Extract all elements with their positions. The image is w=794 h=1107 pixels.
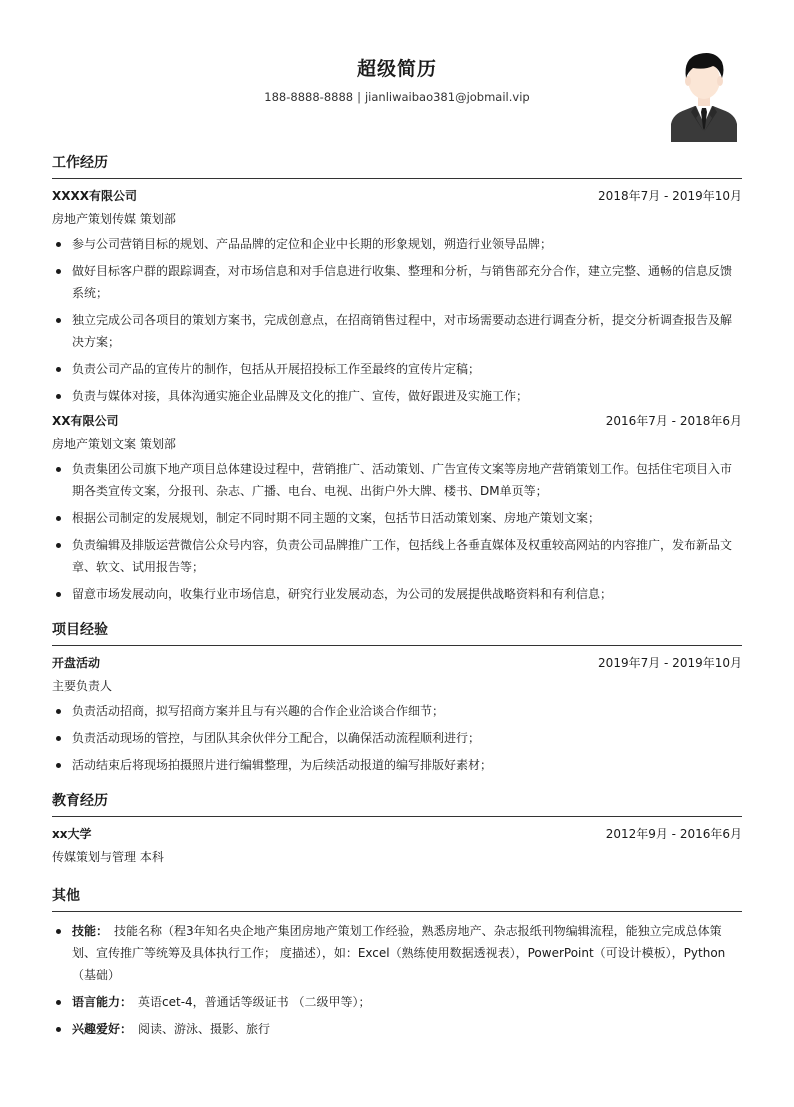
entry-role: 房地产策划传媒 策划部 [52,212,176,226]
entry-items [52,233,742,407]
entry-items [52,458,742,605]
list-item: 负责公司产品的宣传片的制作，包括从开展招投标工作至最终的宣传片定稿； [52,358,742,380]
list-item: 负责活动招商，拟写招商方案并且与有兴趣的合作企业洽谈合作细节； [52,700,742,722]
entry-role: 房地产策划文案 策划部 [52,437,176,451]
work-entry [52,187,742,407]
other-items [52,920,742,1040]
item-text: 技能名称（程3年知名央企地产集团房地产策划工作经验，熟悉房地产、杂志报纸刊物编辑流程，能独立完成总体策划、宣传推广等统筹及具体执行工作； 度描述），如：Excel（熟练使用数据透视表），PowerPoint（可设计模板），Python（基础） [72,924,726,982]
phone-number: 188-8888-8888 [264,90,354,104]
contact-separator: | [357,90,361,104]
work-entry [52,412,742,605]
list-item [52,920,742,986]
item-text: 阅读、游泳、摄影、旅行 [138,1022,271,1036]
list-item: 独立完成公司各项目的策划方案书，完成创意点，在招商销售过程中，对市场需要动态进行调查分析，提交分析调查报告及解决方案； [52,309,742,353]
list-item: 负责活动现场的管控，与团队其余伙伴分工配合，以确保活动流程顺利进行； [52,727,742,749]
entry-org: 开盘活动 [52,656,101,670]
list-item: 负责编辑及排版运营微信公众号内容，负责公司品牌推广工作，包括线上各垂直媒体及权重较高网站的内容推广，发布新品文章、软文、试用报告等； [52,534,742,578]
project-entry [52,654,742,776]
section-title-work: 工作经历 [52,152,742,179]
list-item: 负责集团公司旗下地产项目总体建设过程中，营销推广、活动策划、广告宣传文案等房地产营销策划工作。包括住宅项目入市期各类宣传文案，分报刊、杂志、广播、电台、电视、出街户外大牌、楼书、DM单页等； [52,458,742,502]
entry-role: 主要负责人 [52,679,113,693]
section-title-other: 其他 [52,885,742,912]
item-label: 技能： [72,924,109,938]
entry-items [52,700,742,776]
list-item: 留意市场发展动向，收集行业市场信息，研究行业发展动态，为公司的发展提供战略资料和有利信息； [52,583,742,605]
email-address: jianliwaibao381@jobmail.vip [364,90,530,104]
resume-name: 超级简历 [356,58,437,80]
list-item [52,1018,742,1040]
list-item [52,991,742,1013]
resume-content [52,152,742,1045]
education-entry [52,825,742,865]
entry-date: 2012年9月 - 2016年6月 [605,827,742,841]
list-item: 根据公司制定的发展规划，制定不同时期不同主题的文案，包括节日活动策划案、房地产策划文案； [52,507,742,529]
entry-date: 2016年7月 - 2018年6月 [605,414,742,428]
section-title-projects: 项目经验 [52,619,742,646]
entry-org: xx大学 [52,827,92,841]
avatar-icon [669,48,739,142]
item-label: 语言能力： [72,995,133,1009]
entry-org: XX有限公司 [52,414,119,428]
entry-role: 传媒策划与管理 本科 [52,850,164,864]
section-title-education: 教育经历 [52,790,742,817]
list-item: 负责与媒体对接，具体沟通实施企业品牌及文化的推广、宣传，做好跟进及实施工作； [52,385,742,407]
item-label: 兴趣爱好： [72,1022,133,1036]
entry-org: XXXX有限公司 [52,189,138,203]
entry-date: 2019年7月 - 2019年10月 [598,656,742,670]
list-item: 活动结束后将现场拍摄照片进行编辑整理，为后续活动报道的编写排版好素材； [52,754,742,776]
item-text: 英语cet-4，普通话等级证书 （二级甲等）； [138,995,371,1009]
list-item: 做好目标客户群的跟踪调查，对市场信息和对手信息进行收集、整理和分析，与销售部充分合作，建立完整、通畅的信息反馈系统； [52,260,742,304]
entry-date: 2018年7月 - 2019年10月 [598,189,742,203]
list-item: 参与公司营销目标的规划、产品品牌的定位和企业中长期的形象规划，朔造行业领导品牌； [52,233,742,255]
